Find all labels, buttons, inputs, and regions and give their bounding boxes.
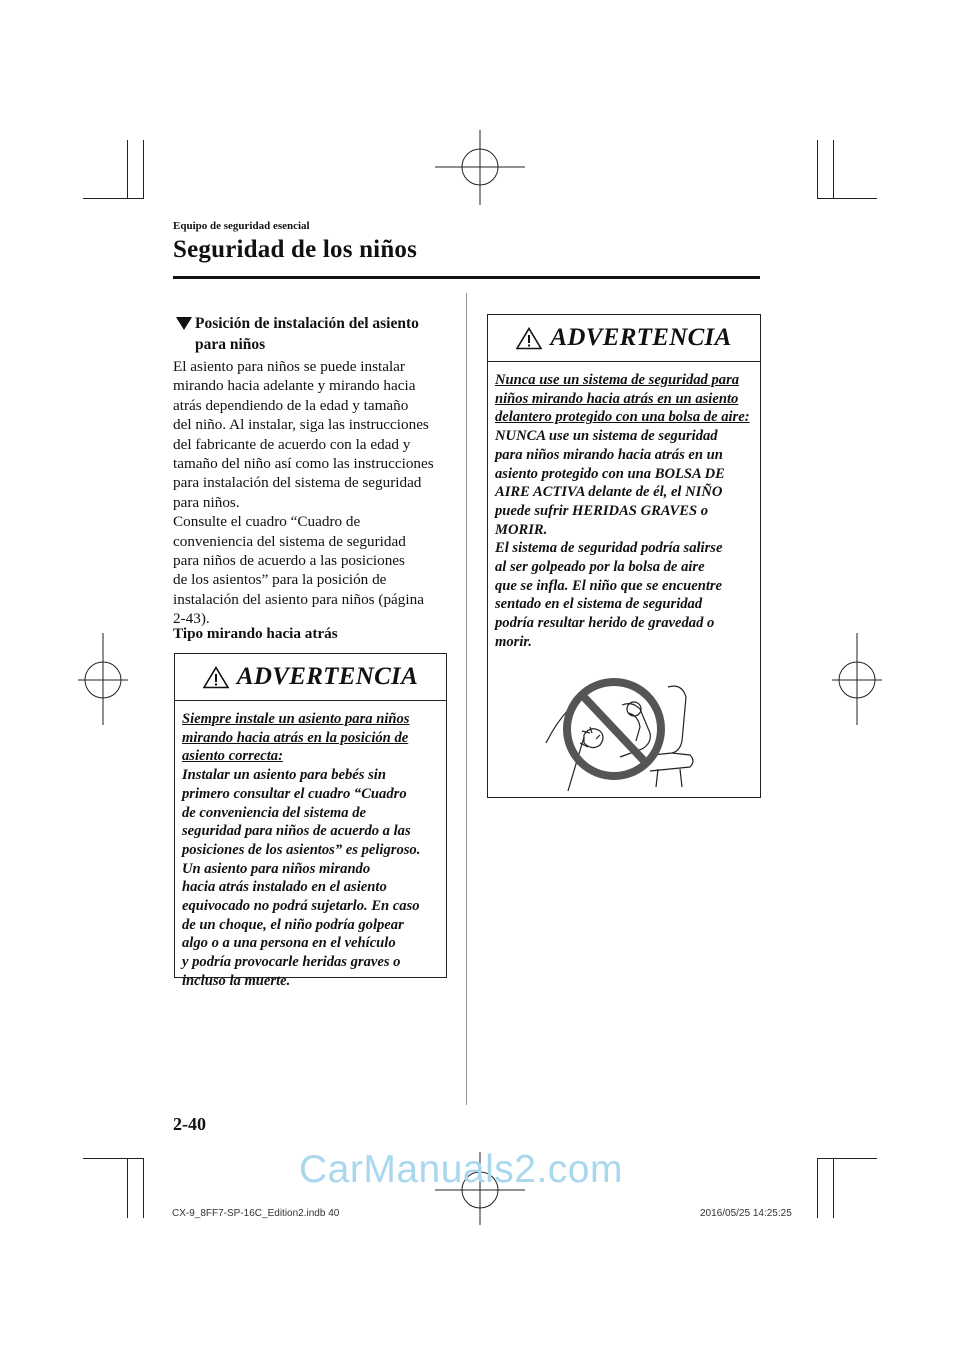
- no-rear-facing-seat-airbag-illustration: [540, 673, 715, 793]
- column-divider: [466, 293, 467, 1105]
- warning-lead: Nunca use un sistema de seguridad para niños mirando hacia atrás en un asiento delantero protegido con una bolsa de aire:: [495, 372, 750, 426]
- warning-text: Instalar un asiento para bebés sin primero consultar el cuadro “Cuadro de conveniencia del sistema de seguridad para niños de acuerdo a las posiciones de los asientos” es peligroso. Un asiento para niños mirando hacia atrás instalado en el asiento equivocado no podrá sujetarlo. En caso de un choque, el niño podría golpear algo o a una persona en el vehículo y podría provocarle heridas graves o incluso la muerte.: [182, 767, 421, 989]
- warning-triangle-icon: [203, 666, 229, 689]
- rear-facing-heading: Tipo mirando hacia atrás: [173, 625, 338, 642]
- title-rule: [173, 276, 760, 279]
- warning-triangle-icon: [516, 327, 542, 350]
- section-label: Equipo de seguridad esencial: [173, 220, 310, 232]
- subsection-heading-text: Posición de instalación del asiento para niños: [195, 315, 419, 353]
- triangle-marker-icon: [176, 317, 192, 330]
- warning-title: ADVERTENCIA: [550, 324, 732, 351]
- warning-lead: Siempre instale un asiento para niños mirando hacia atrás en la posición de asiento correcta:: [182, 711, 410, 765]
- watermark-logo: CarManuals2.com: [299, 1148, 623, 1191]
- page-title: Seguridad de los niños: [173, 236, 418, 263]
- warning-box-left: [174, 653, 447, 989]
- warning-header: [488, 315, 760, 362]
- subsection-heading: [176, 313, 446, 355]
- warning-header: [175, 654, 446, 701]
- print-timestamp: 2016/05/25 14:25:25: [700, 1208, 792, 1219]
- page-number: 2-40: [173, 1114, 206, 1134]
- warning-text: NUNCA use un sistema de seguridad para niños mirando hacia atrás en un asiento protegido con una BOLSA DE AIRE ACTIVA delante de él, el NIÑO puede sufrir HERIDAS GRAVES o MORIR. El sistema de seguridad podría salirse al ser golpeado por la bolsa de aire que se infla. El niño que se encuentre sentado en el sistema de seguridad podría resultar herido de gravedad o morir.: [495, 428, 725, 650]
- file-info: CX-9_8FF7-SP-16C_Edition2.indb 40: [172, 1208, 340, 1219]
- body-paragraph: El asiento para niños se puede instalar mirando hacia adelante y mirando hacia atrás dependiendo de la edad y tamaño del niño. Al instalar, siga las instrucciones del fabricante de acuerdo con la edad y tamaño del niño así como las instrucciones para instalación del sistema de seguridad para niños. Consulte el cuadro “Cuadro de conveniencia del sistema de seguridad para niños de acuerdo a las posiciones de los asientos” para la posición de instalación del asiento para niños (página 2-43).: [173, 358, 434, 628]
- warning-title: ADVERTENCIA: [236, 663, 419, 690]
